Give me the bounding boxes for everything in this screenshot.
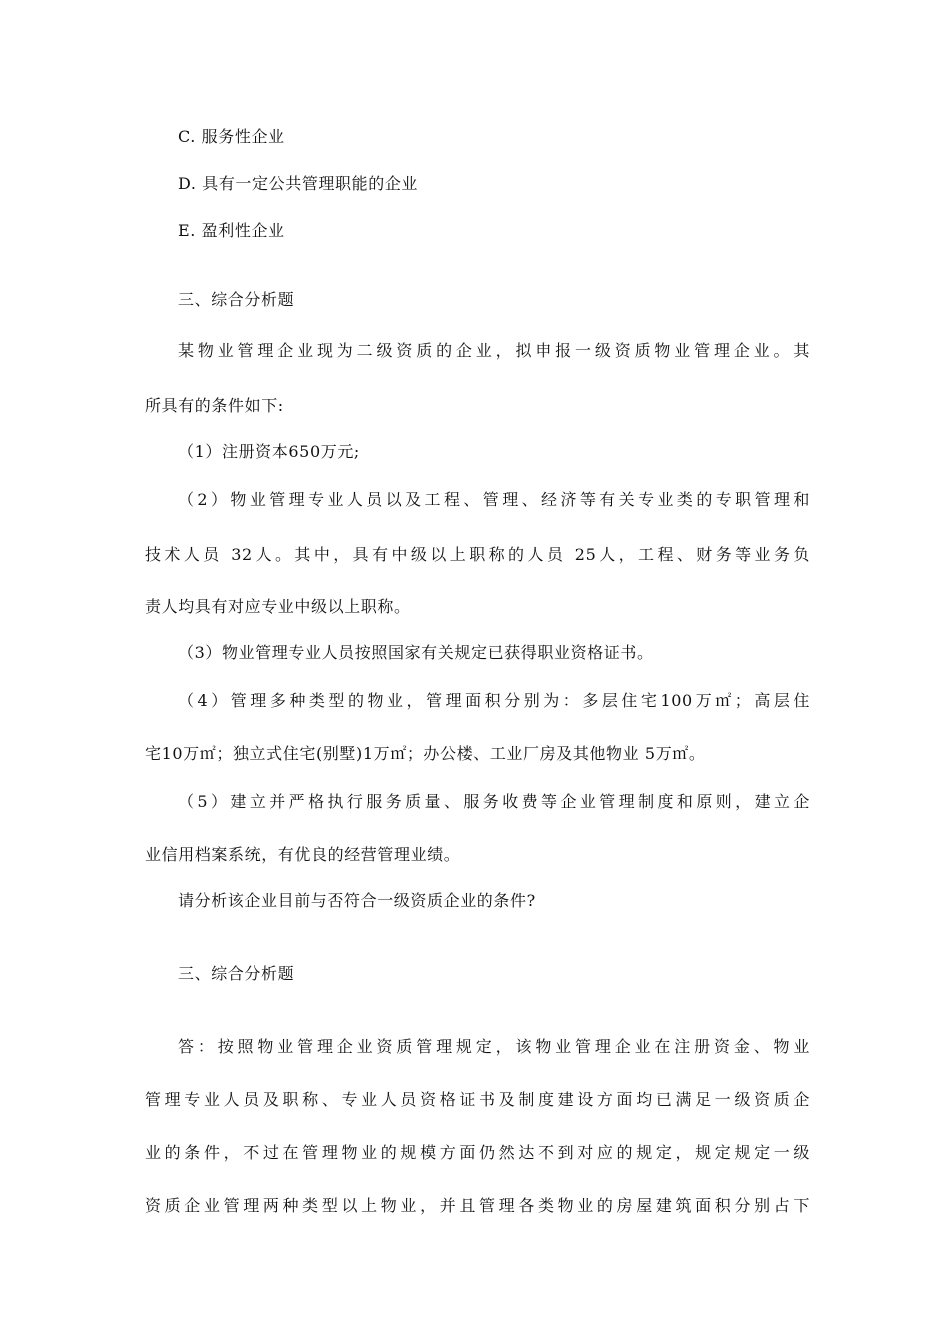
condition-item-4: （4）管理多种类型的物业，管理面积分别为：多层住宅100万㎡；高层住	[178, 691, 810, 710]
section-title: 三、综合分析题	[178, 290, 295, 309]
condition-item-5: （5）建立并严格执行服务质量、服务收费等企业管理制度和原则，建立企	[178, 792, 810, 811]
condition-item-2: 技术人员 32人。其中，具有中级以上职称的人员 25人，工程、财务等业务负	[145, 545, 810, 564]
option-c: C. 服务性企业	[178, 127, 285, 146]
condition-item-2: 责人均具有对应专业中级以上职称。	[145, 597, 411, 616]
option-e: E. 盈利性企业	[178, 221, 285, 240]
answer-line: 业的条件，不过在管理物业的规模方面仍然达不到对应的规定，规定规定一级	[145, 1143, 810, 1162]
condition-item-5: 业信用档案系统，有优良的经营管理业绩。	[145, 845, 461, 864]
answer-line: 答：按照物业管理企业资质管理规定，该物业管理企业在注册资金、物业	[178, 1037, 810, 1056]
answer-line: 管理专业人员及职称、专业人员资格证书及制度建设方面均已满足一级资质企	[145, 1090, 810, 1109]
question-ask: 请分析该企业目前与否符合一级资质企业的条件?	[178, 891, 536, 910]
answer-line: 资质企业管理两种类型以上物业，并且管理各类物业的房屋建筑面积分别占下	[145, 1196, 810, 1215]
condition-item-2: （2）物业管理专业人员以及工程、管理、经济等有关专业类的专职管理和	[178, 490, 810, 509]
condition-item-1: （1）注册资本650万元;	[178, 442, 360, 461]
option-d: D. 具有一定公共管理职能的企业	[178, 174, 419, 193]
question-intro-line: 所具有的条件如下:	[145, 396, 284, 415]
condition-item-3: （3）物业管理专业人员按照国家有关规定已获得职业资格证书。	[178, 643, 654, 662]
condition-item-4: 宅10万㎡；独立式住宅(别墅)1万㎡；办公楼、工业厂房及其他物业 5万㎡。	[145, 744, 706, 763]
question-intro-line: 某物业管理企业现为二级资质的企业，拟申报一级资质物业管理企业。其	[178, 341, 810, 360]
section-title: 三、综合分析题	[178, 964, 295, 983]
